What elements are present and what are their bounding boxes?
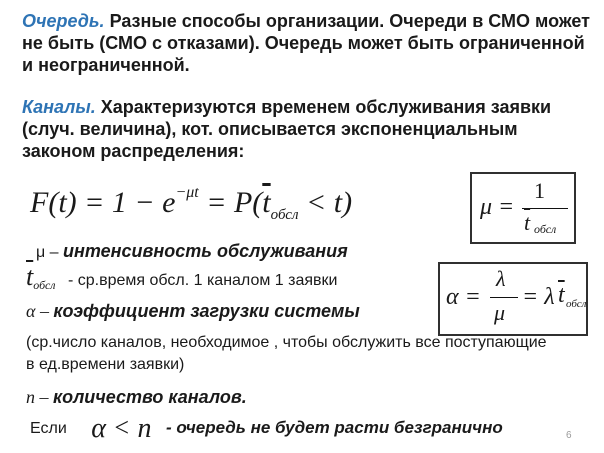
alpha-definition bbox=[26, 300, 360, 324]
mu-denominator-sub: обсл bbox=[534, 222, 557, 236]
mu-fraction-bar bbox=[522, 208, 568, 209]
alpha-denominator: μ bbox=[494, 300, 506, 325]
formula-end: < t) bbox=[306, 186, 353, 219]
alpha-formula-box bbox=[438, 262, 588, 336]
queue-lead: Очередь. bbox=[22, 11, 105, 31]
queue-text: Разные способы организации. Очереди в СМО может не быть (СМО с отказами). Очередь может быть ограниченной и неограниченной. bbox=[22, 11, 590, 75]
channels-paragraph bbox=[22, 96, 567, 162]
formula-exponent: −μt bbox=[175, 184, 199, 201]
alpha-lhs: α = bbox=[446, 284, 481, 310]
channels-lead: Каналы. bbox=[22, 97, 96, 117]
n-symbol: n – bbox=[26, 387, 49, 407]
slide-number: 6 bbox=[566, 430, 572, 441]
formula-lhs: F(t) = 1 − e bbox=[30, 186, 176, 219]
if-word: Если bbox=[30, 420, 67, 437]
condition-line bbox=[30, 413, 503, 444]
alpha-fraction-bar bbox=[490, 297, 518, 298]
mu-symbol: μ – bbox=[36, 244, 59, 261]
n-definition bbox=[26, 386, 247, 410]
mu-definition-text: интенсивность обслуживания bbox=[63, 241, 348, 261]
formula-t: $\overline{t}$ bbox=[262, 186, 271, 219]
condition-n: n bbox=[137, 413, 152, 444]
alpha-note bbox=[26, 332, 556, 376]
formula-sub: обсл bbox=[270, 207, 299, 223]
alpha-definition-text: коэффициент загрузки системы bbox=[53, 301, 360, 321]
n-definition-text: количество каналов. bbox=[52, 387, 247, 407]
tobs-text: - ср.время обсл. 1 каналом 1 заявки bbox=[67, 272, 338, 289]
formula-rhs-p: = P( bbox=[206, 186, 263, 219]
mu-denominator-t: $\overline{t}$ bbox=[524, 210, 531, 235]
condition-conclusion: - очередь не будет расти безгранично bbox=[165, 418, 503, 437]
queue-paragraph bbox=[22, 10, 592, 76]
tobs-sub: обсл bbox=[33, 278, 56, 293]
condition-less-than: < bbox=[114, 413, 130, 442]
mu-definition bbox=[36, 240, 348, 264]
alpha-note-text: (ср.число каналов, необходимое , чтобы обслужить все поступающие в ед.времени заявки) bbox=[26, 334, 547, 373]
alpha-mid: = λ bbox=[522, 284, 555, 310]
alpha-sub: обсл bbox=[566, 298, 587, 310]
channels-text: Характеризуются временем обслуживания заявки (случ. величина), кот. описывается экспоненциальным законом распределения: bbox=[22, 97, 552, 161]
tobs-definition bbox=[26, 262, 338, 296]
mu-formula-box bbox=[470, 172, 576, 244]
tobs-t: $\overline{t}$ bbox=[26, 262, 34, 291]
mu-numerator: 1 bbox=[534, 178, 545, 203]
alpha-t: $\overline{t}$ bbox=[558, 282, 565, 308]
alpha-symbol: α – bbox=[26, 301, 49, 321]
mu-lhs: μ = bbox=[480, 194, 515, 220]
condition-alpha: α bbox=[91, 413, 106, 444]
exponential-law-formula bbox=[30, 186, 352, 224]
alpha-numerator: λ bbox=[496, 266, 506, 291]
